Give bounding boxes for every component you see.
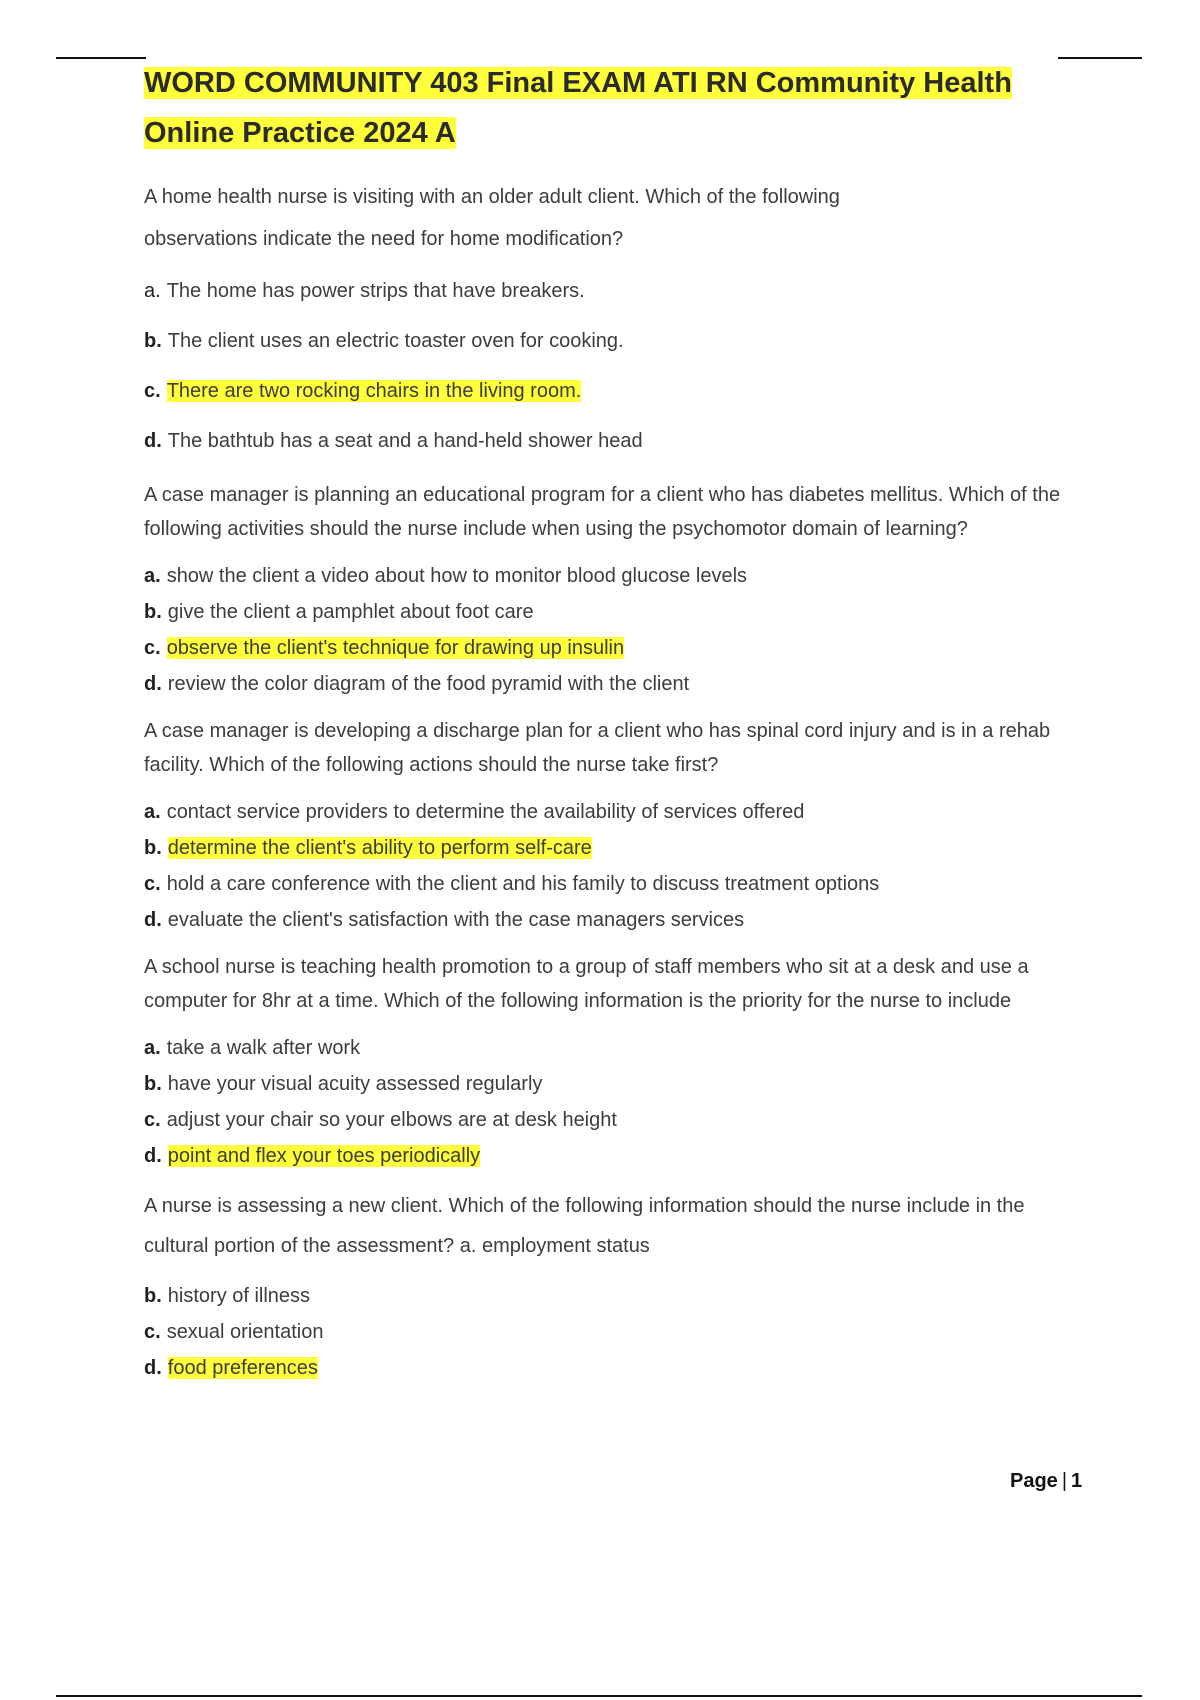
option-text-highlighted: point and flex your toes periodically bbox=[167, 1145, 481, 1167]
option-b[interactable] bbox=[144, 594, 1084, 630]
option-letter: d. bbox=[144, 909, 162, 931]
option-a[interactable] bbox=[144, 266, 1084, 316]
document-body bbox=[144, 58, 1084, 1398]
page-separator: | bbox=[1061, 1470, 1068, 1492]
option-text: take a walk after work bbox=[166, 1037, 361, 1059]
option-letter: c. bbox=[144, 637, 161, 659]
question-stem: A home health nurse is visiting with an older adult client. Which of the following observations indicate the need for home modification? bbox=[144, 186, 840, 250]
option-text: give the client a pamphlet about foot care bbox=[167, 601, 534, 623]
option-text: review the color diagram of the food pyramid with the client bbox=[167, 673, 690, 695]
option-b[interactable] bbox=[144, 316, 1084, 366]
option-c[interactable] bbox=[144, 1314, 1084, 1350]
page-label: Page bbox=[1010, 1470, 1058, 1492]
option-text-highlighted: observe the client's technique for drawing up insulin bbox=[166, 637, 625, 659]
option-letter: b. bbox=[144, 1073, 162, 1095]
option-letter: a. bbox=[144, 280, 161, 302]
option-letter: d. bbox=[144, 1145, 162, 1167]
option-text: The home has power strips that have breakers. bbox=[166, 280, 585, 302]
option-letter: a. bbox=[144, 565, 161, 587]
option-d-correct[interactable] bbox=[144, 1350, 1084, 1386]
option-letter: b. bbox=[144, 330, 162, 352]
option-d[interactable] bbox=[144, 902, 1084, 938]
option-c-correct[interactable] bbox=[144, 630, 1084, 666]
option-letter: b. bbox=[144, 837, 162, 859]
title-highlight: WORD COMMUNITY 403 Final EXAM ATI RN Community Health Online Practice 2024 A bbox=[144, 67, 1012, 149]
option-letter: a. bbox=[144, 801, 161, 823]
option-letter: b. bbox=[144, 601, 162, 623]
option-text-highlighted: determine the client's ability to perform self-care bbox=[167, 837, 592, 859]
answer-options bbox=[144, 558, 1084, 702]
option-letter: c. bbox=[144, 873, 161, 895]
question-2 bbox=[144, 478, 1084, 702]
answer-options bbox=[144, 266, 1084, 466]
option-c[interactable] bbox=[144, 1102, 1084, 1138]
option-a[interactable] bbox=[144, 1030, 1084, 1066]
option-d-correct[interactable] bbox=[144, 1138, 1084, 1174]
option-text: history of illness bbox=[167, 1285, 311, 1307]
option-text-highlighted: There are two rocking chairs in the living room. bbox=[166, 380, 582, 402]
option-text-highlighted: food preferences bbox=[167, 1357, 318, 1379]
option-text: The client uses an electric toaster oven for cooking. bbox=[167, 330, 624, 352]
option-b[interactable] bbox=[144, 1278, 1084, 1314]
option-text: have your visual acuity assessed regularly bbox=[167, 1073, 543, 1095]
option-b[interactable] bbox=[144, 1066, 1084, 1102]
option-letter: d. bbox=[144, 673, 162, 695]
option-text: sexual orientation bbox=[166, 1321, 324, 1343]
option-c-correct[interactable] bbox=[144, 366, 1084, 416]
option-letter: c. bbox=[144, 380, 161, 402]
option-a[interactable] bbox=[144, 558, 1084, 594]
option-b-correct[interactable] bbox=[144, 830, 1084, 866]
question-stem: A school nurse is teaching health promotion to a group of staff members who sit at a desk and use a computer for 8hr at a time. Which of the following information is the priority for the nurse to include bbox=[144, 956, 1029, 1012]
option-letter: c. bbox=[144, 1321, 161, 1343]
option-letter: c. bbox=[144, 1109, 161, 1131]
option-d[interactable] bbox=[144, 416, 1084, 466]
option-letter: b. bbox=[144, 1285, 162, 1307]
question-stem: A nurse is assessing a new client. Which of the following information should the nurse include in the cultural portion of the assessment? a. employment status bbox=[144, 1195, 1025, 1257]
option-text: hold a care conference with the client and his family to discuss treatment options bbox=[166, 873, 880, 895]
option-letter: a. bbox=[144, 1037, 161, 1059]
option-a[interactable] bbox=[144, 794, 1084, 830]
question-stem: A case manager is planning an educational program for a client who has diabetes mellitus. Which of the following activities should the nurse include when using the psychomotor domain of learning? bbox=[144, 484, 1061, 540]
option-letter: d. bbox=[144, 1357, 162, 1379]
question-1 bbox=[144, 176, 1084, 466]
top-rule-left bbox=[56, 57, 146, 59]
option-text: adjust your chair so your elbows are at desk height bbox=[166, 1109, 617, 1131]
option-c[interactable] bbox=[144, 866, 1084, 902]
question-stem: A case manager is developing a discharge plan for a client who has spinal cord injury and is in a rehab facility. Which of the following actions should the nurse take first? bbox=[144, 720, 1051, 776]
document-title bbox=[144, 58, 1084, 158]
option-d[interactable] bbox=[144, 666, 1084, 702]
option-text: contact service providers to determine the availability of services offered bbox=[166, 801, 805, 823]
page-number-footer bbox=[1010, 1470, 1082, 1493]
answer-options bbox=[144, 1278, 1084, 1386]
option-text: evaluate the client's satisfaction with the case managers services bbox=[167, 909, 745, 931]
question-4 bbox=[144, 950, 1084, 1174]
answer-options bbox=[144, 1030, 1084, 1174]
bottom-rule bbox=[56, 1695, 1142, 1697]
answer-options bbox=[144, 794, 1084, 938]
question-5 bbox=[144, 1186, 1084, 1386]
question-3 bbox=[144, 714, 1084, 938]
option-letter: d. bbox=[144, 430, 162, 452]
option-text: show the client a video about how to monitor blood glucose levels bbox=[166, 565, 748, 587]
page-number: 1 bbox=[1071, 1470, 1083, 1492]
option-text: The bathtub has a seat and a hand-held shower head bbox=[167, 430, 643, 452]
